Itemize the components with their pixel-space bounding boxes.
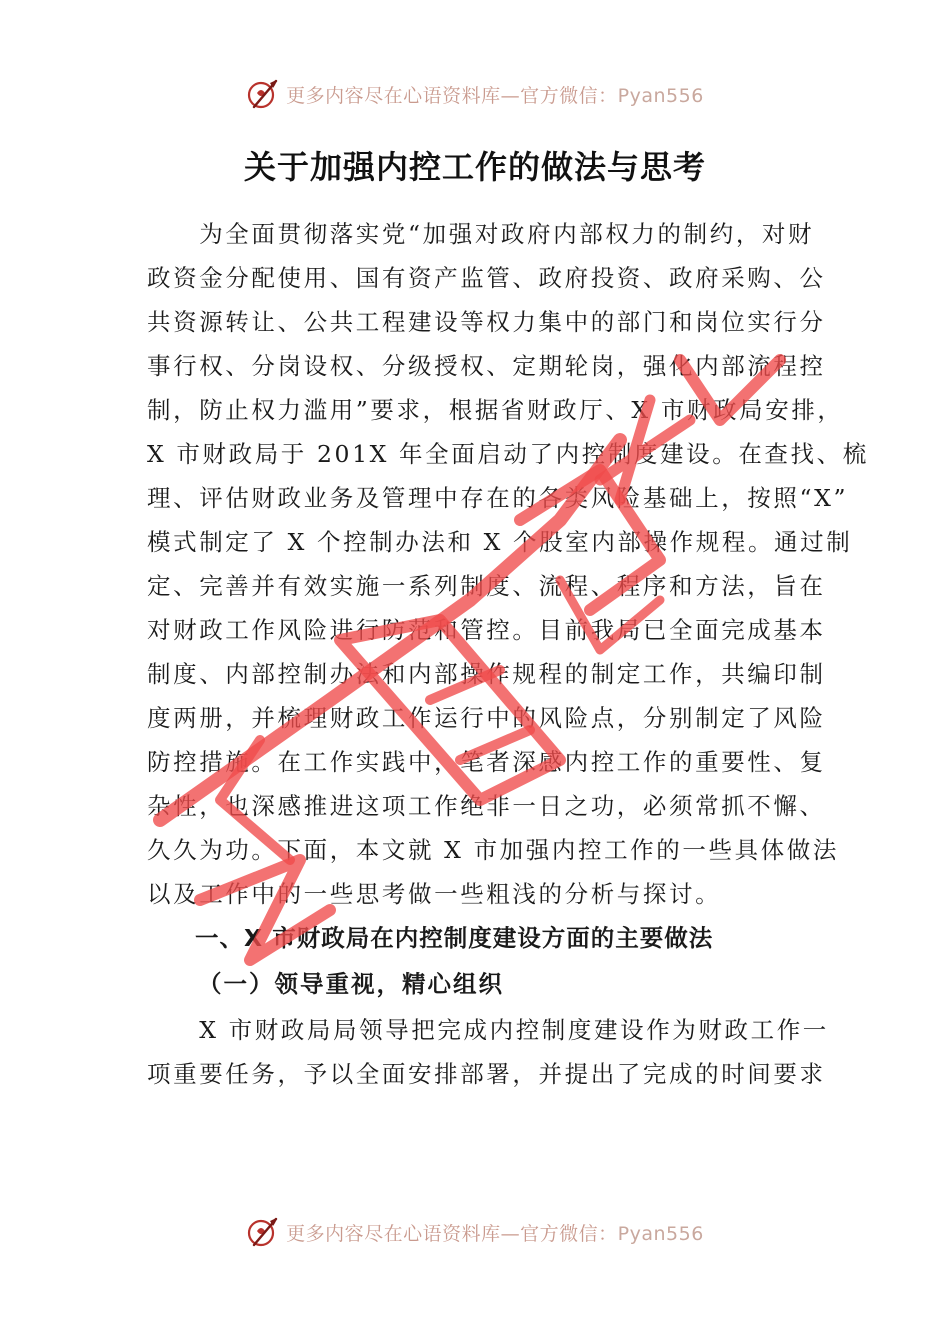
text-line: 共资源转让、公共工程建设等权力集中的部门和岗位实行分 [147, 308, 826, 336]
header-banner [0, 72, 950, 116]
quill-heart-logo-icon [246, 1215, 280, 1249]
text-line: 防控措施。在工作实践中，笔者深感内控工作的重要性、复 [147, 748, 826, 776]
paragraph-intro [147, 212, 869, 916]
banner-label: 更多内容尽在心语资料库—官方微信： [286, 1222, 618, 1245]
text-line: 制，防止权力滥用”要求，根据省财政厅、X 市财政局安排， [147, 396, 844, 424]
text-line: 理、评估财政业务及管理中存在的各类风险基础上，按照“X” [147, 484, 849, 512]
quill-heart-logo-icon [246, 77, 280, 111]
text-line: 杂性，也深感推进这项工作绝非一日之功，必须常抓不懈、 [147, 792, 826, 820]
text-line: 项重要任务，予以全面安排部署，并提出了完成的时间要求 [147, 1060, 826, 1088]
text-line: 模式制定了 X 个控制办法和 X 个股室内部操作规程。通过制 [147, 528, 853, 556]
text-line: 为全面贯彻落实党“加强对政府内部权力的制约，对财 [147, 220, 815, 248]
banner-wechat-id: Pyan556 [617, 1222, 704, 1245]
text-line: 政资金分配使用、国有资产监管、政府投资、政府采购、公 [147, 264, 826, 292]
text-line: 定、完善并有效实施一系列制度、流程、程序和方法，旨在 [147, 572, 826, 600]
text-line: 对财政工作风险进行防范和管控。目前我局已全面完成基本 [147, 616, 826, 644]
banner-text [286, 1219, 704, 1246]
text-line: 制度、内部控制办法和内部操作规程的制定工作，共编印制 [147, 660, 826, 688]
text-line: 事行权、分岗设权、分级授权、定期轮岗，强化内部流程控 [147, 352, 826, 380]
banner-wechat-id: Pyan556 [617, 84, 704, 107]
text-line: X 市财政局局领导把完成内控制度建设作为财政工作一 [147, 1016, 829, 1044]
banner-label: 更多内容尽在心语资料库—官方微信： [286, 84, 618, 107]
text-line: 以及工作中的一些思考做一些粗浅的分析与探讨。 [147, 880, 722, 908]
paragraph-leadership [147, 1008, 829, 1096]
footer-banner [0, 1210, 950, 1254]
subsection-heading: （一）领导重视，精心组织 [198, 970, 504, 998]
document-title: 关于加强内控工作的做法与思考 [243, 148, 706, 186]
text-line: 久久为功。下面，本文就 X 市加强内控工作的一些具体做法 [147, 836, 839, 864]
text-line: 度两册，并梳理财政工作运行中的风险点，分别制定了风险 [147, 704, 826, 732]
section-heading: 一、X 市财政局在内控制度建设方面的主要做法 [195, 924, 714, 952]
text-line: X 市财政局于 201X 年全面启动了内控制度建设。在查找、梳 [147, 440, 869, 468]
banner-text [286, 81, 704, 108]
